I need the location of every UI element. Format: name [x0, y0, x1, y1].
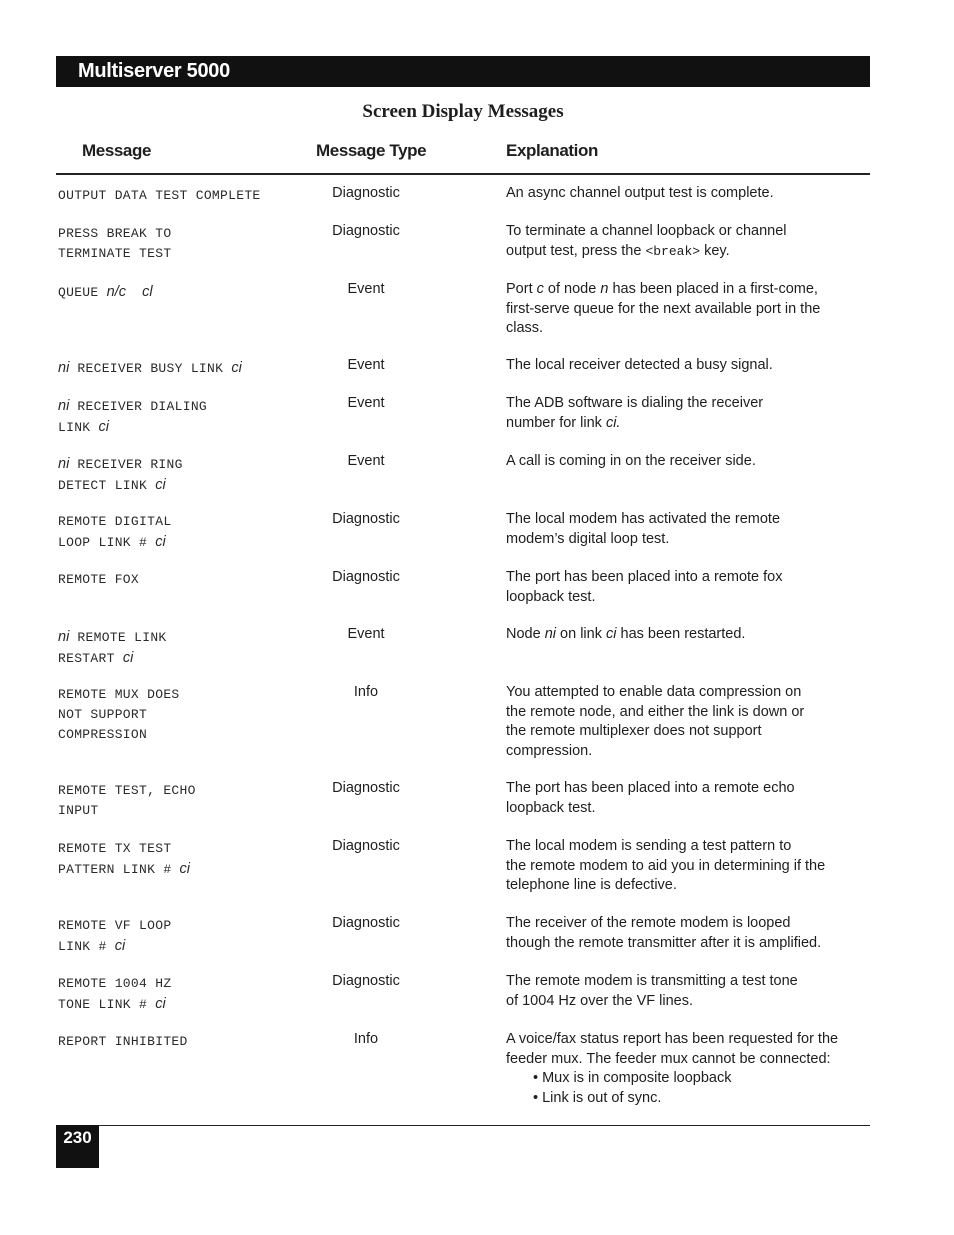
message-type: Diagnostic — [332, 569, 400, 585]
message-type: Event — [347, 281, 385, 297]
explanation: An async channel output test is complete. — [506, 185, 774, 201]
message-type: Event — [347, 453, 385, 469]
message-type: Diagnostic — [332, 915, 400, 931]
explanation: Port c of node n has been placed in a first-come, first-serve queue for the next available port in the class. — [506, 281, 821, 336]
table-row — [56, 914, 870, 972]
column-header-message: Message — [82, 141, 152, 160]
explanation: The local modem has activated the remote modem’s digital loop test. — [506, 511, 781, 547]
column-header-type: Message Type — [316, 141, 427, 160]
message-code: REMOTE DIGITAL LOOP LINK # ci — [58, 514, 172, 550]
section-title: Screen Display Messages — [362, 101, 564, 122]
message-code: REPORT INHIBITED — [58, 1034, 188, 1049]
table-row — [56, 837, 870, 914]
table-row — [56, 972, 870, 1030]
footer-rule — [56, 1125, 870, 1126]
message-type: Info — [353, 1031, 379, 1047]
message-code: REMOTE VF LOOP LINK # ci — [58, 918, 172, 954]
explanation: The local receiver detected a busy signal. — [506, 357, 773, 373]
running-header — [56, 56, 870, 87]
table-row — [56, 1030, 870, 1110]
message-code: OUTPUT DATA TEST COMPLETE — [58, 188, 261, 203]
bullet-item: • Link is out of sync. — [533, 1089, 662, 1106]
explanation: The receiver of the remote modem is looped though the remote transmitter after it is amplified. — [506, 915, 822, 951]
message-type: Diagnostic — [332, 223, 400, 239]
explanation: The port has been placed into a remote fox loopback test. — [506, 569, 783, 605]
explanation: The remote modem is transmitting a test tone of 1004 Hz over the VF lines. — [506, 973, 798, 1009]
explanation: To terminate a channel loopback or channel output test, press the <break> key. — [506, 223, 787, 259]
table-row — [56, 625, 870, 683]
table-row — [56, 779, 870, 837]
table-row — [56, 394, 870, 452]
explanation: The local modem is sending a test pattern to the remote modem to aid you in determining if the telephone line is defective. — [506, 838, 826, 893]
explanation: Node ni on link ci has been restarted. — [506, 626, 746, 642]
table-row — [56, 280, 870, 356]
table-row — [56, 356, 870, 394]
column-header-explanation: Explanation — [506, 141, 598, 160]
message-type: Diagnostic — [332, 511, 400, 527]
header-rule — [56, 173, 870, 175]
message-code: ni REMOTE LINK RESTART ci — [58, 629, 167, 666]
message-type: Info — [353, 684, 379, 700]
explanation: A call is coming in on the receiver side. — [506, 453, 756, 469]
message-code: REMOTE TEST, ECHO INPUT — [58, 783, 196, 818]
message-code: ni RECEIVER RING DETECT LINK ci — [58, 456, 183, 493]
message-code: PRESS BREAK TO TERMINATE TEST — [58, 226, 172, 261]
message-type: Diagnostic — [332, 973, 400, 989]
bullet-item: • Mux is in composite loopback — [533, 1070, 732, 1086]
message-type: Diagnostic — [332, 185, 400, 201]
table-row — [56, 452, 870, 510]
message-code: ni RECEIVER DIALING LINK ci — [58, 398, 208, 435]
table-row — [56, 568, 870, 625]
message-code: ni RECEIVER BUSY LINK ci — [58, 360, 242, 376]
table-row — [56, 683, 870, 779]
message-code: QUEUE n/c cl — [58, 284, 153, 300]
message-code: REMOTE MUX DOES NOT SUPPORT COMPRESSION — [58, 687, 180, 742]
table-row — [56, 222, 870, 280]
explanation: The port has been placed into a remote echo loopback test. — [506, 780, 795, 816]
table-row — [56, 510, 870, 568]
message-code: REMOTE 1004 HZ TONE LINK # ci — [58, 976, 172, 1012]
explanation: The ADB software is dialing the receiver number for link ci. — [506, 395, 764, 431]
message-table — [56, 184, 870, 1110]
message-type: Event — [347, 357, 385, 373]
message-code: REMOTE FOX — [58, 572, 140, 587]
message-type: Event — [347, 626, 385, 642]
message-code: REMOTE TX TEST PATTERN LINK # ci — [58, 841, 191, 877]
message-type: Event — [347, 395, 385, 411]
header-title: Multiserver 5000 — [78, 60, 230, 82]
table-row — [56, 184, 870, 222]
explanation: You attempted to enable data compression on the remote node, and either the link is down or the remote multiplexer does not support compression. — [506, 684, 805, 759]
page-number: 230 — [56, 1125, 99, 1168]
explanation: A voice/fax status report has been requested for the feeder mux. The feeder mux cannot be connected: • Mux is in composite loopback • Link is out of sync. — [506, 1031, 839, 1106]
message-type: Diagnostic — [332, 780, 400, 796]
message-type: Diagnostic — [332, 838, 400, 854]
